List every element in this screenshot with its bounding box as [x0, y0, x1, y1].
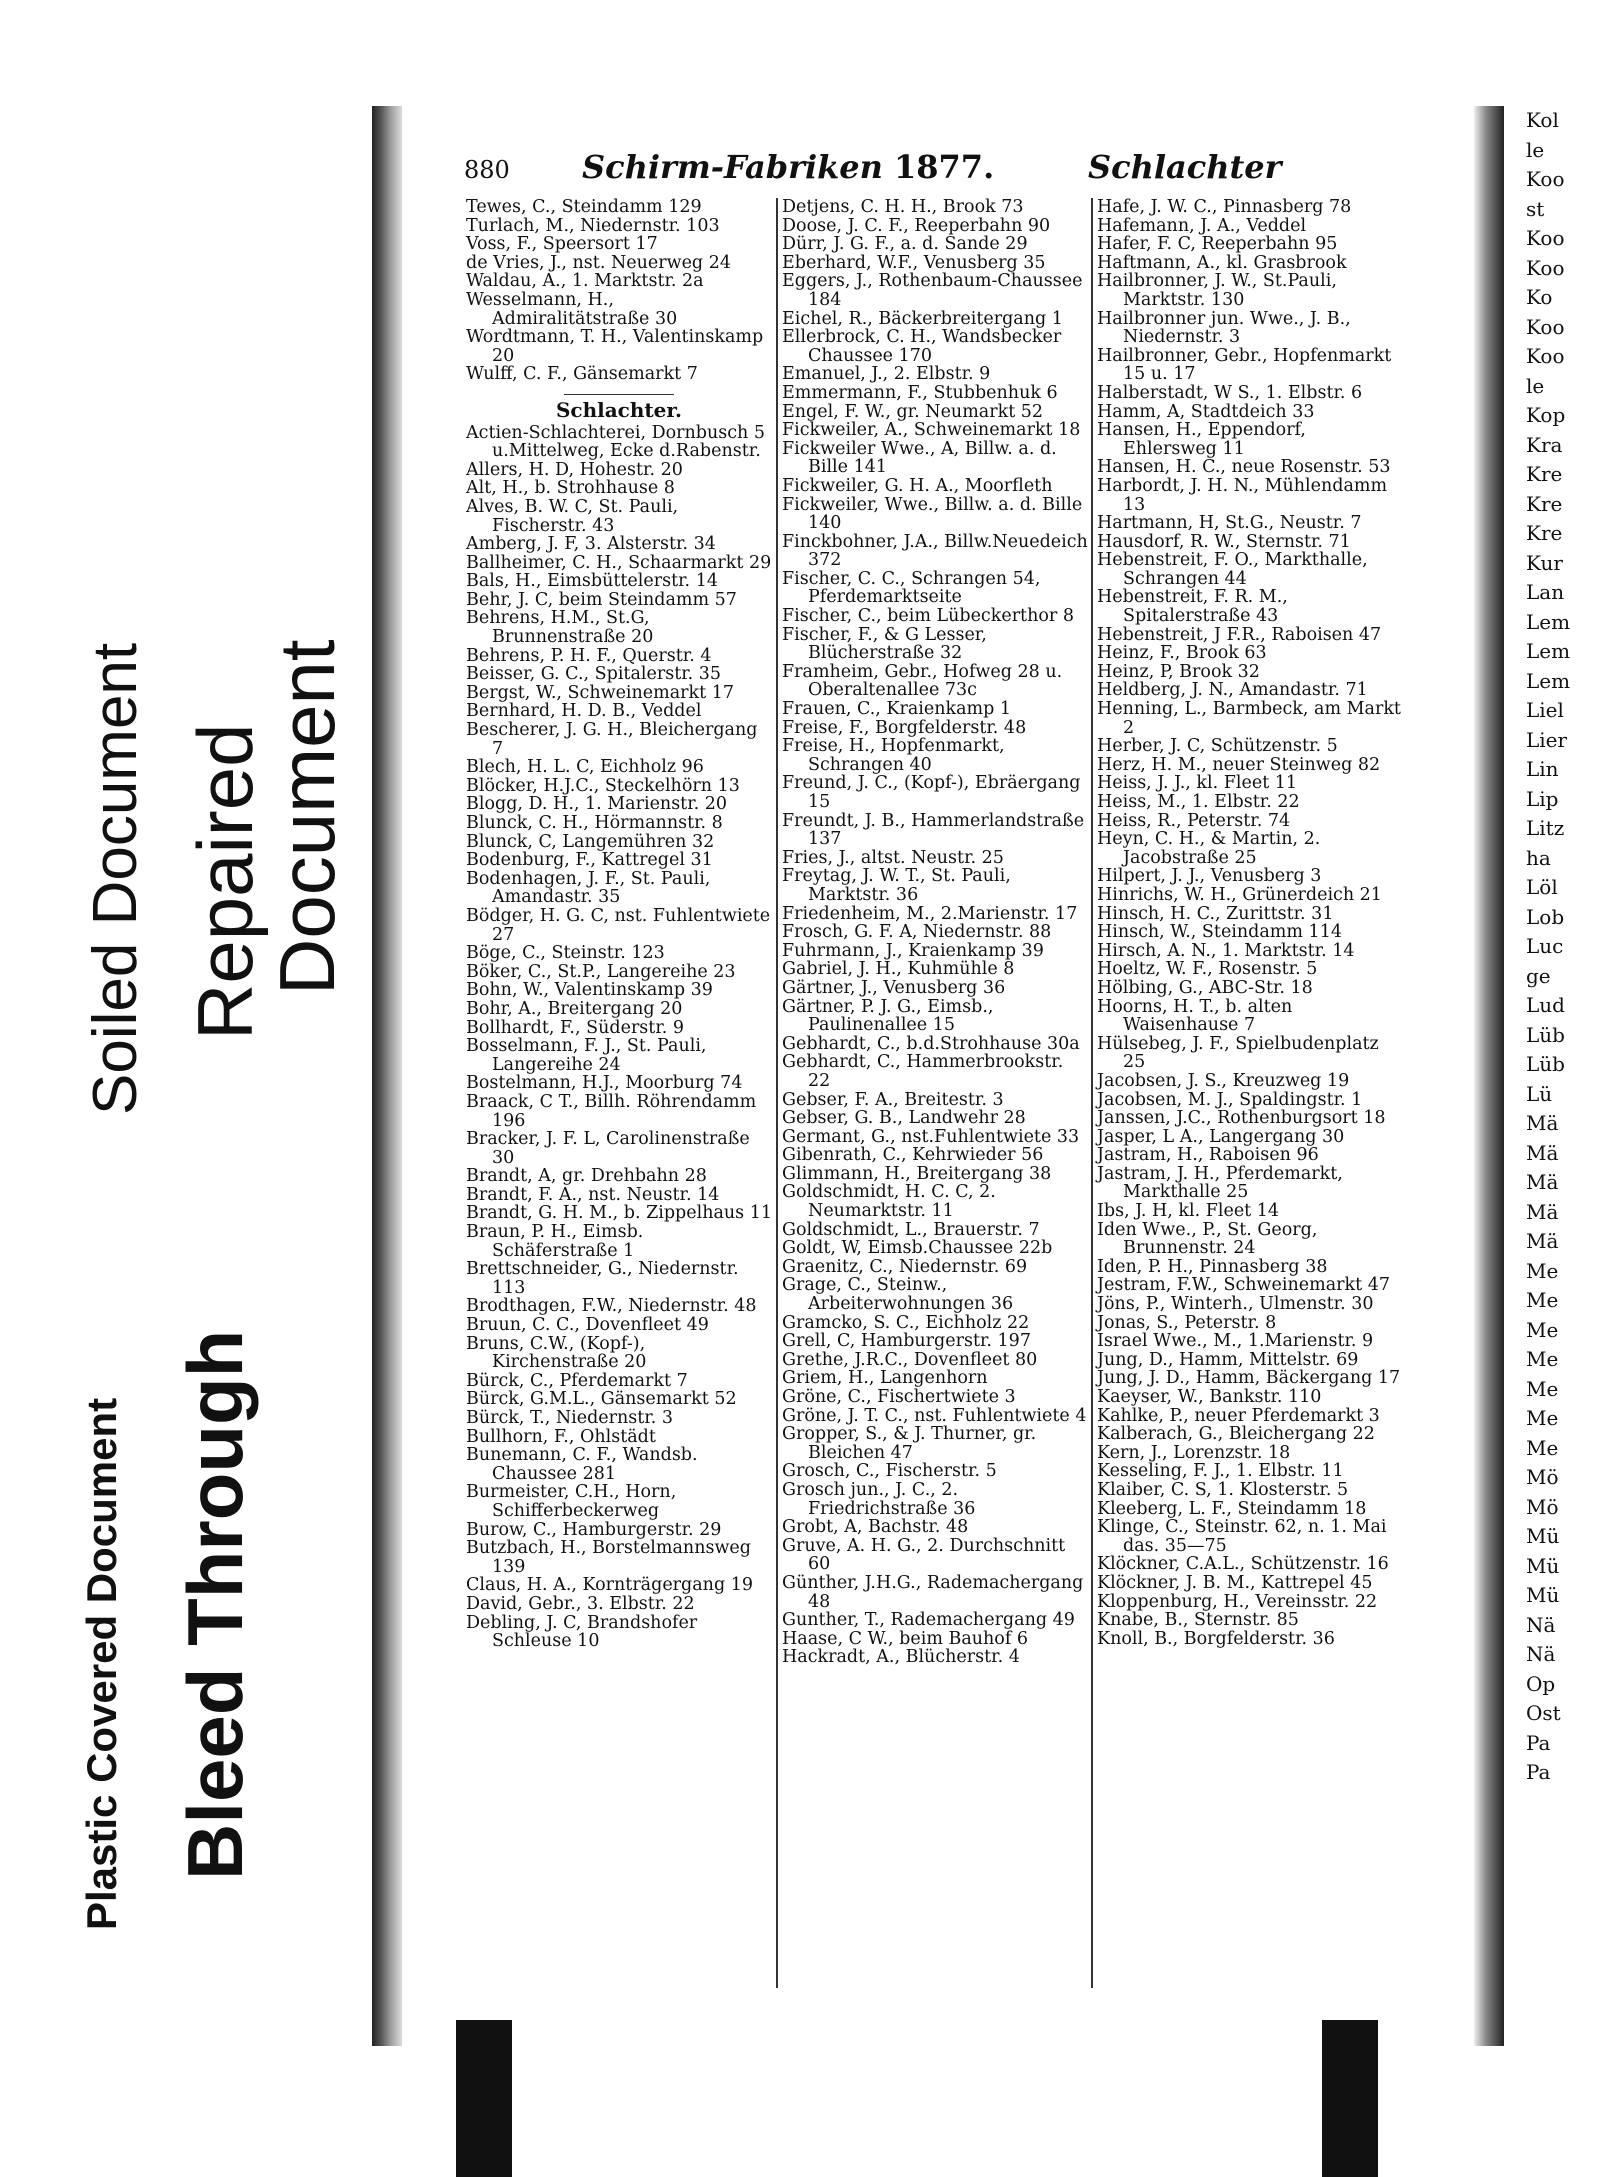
- directory-entry: Jastram, J. H., Pferdemarkt, Markthalle 25: [1097, 1163, 1343, 1203]
- next-page-fragment: Me: [1526, 1258, 1559, 1283]
- directory-entry: Bergst, W., Schweinemarkt 17: [466, 682, 735, 703]
- next-page-fragment: Kop: [1526, 403, 1566, 427]
- column-rule: [776, 198, 778, 1988]
- directory-entry: Fickweiler, G. H. A., Moorfleth: [782, 475, 1053, 496]
- scan-marker: [456, 2020, 512, 2177]
- directory-entry: Germant, G., nst.Fuhlentwiete 33: [782, 1126, 1080, 1147]
- next-page-fragment: le: [1526, 137, 1545, 162]
- directory-entry: Eggers, J., Rothenbaum-Chaussee 184: [782, 271, 1083, 310]
- directory-entry: Wesselmann, H., Admiralitätstraße 30: [466, 289, 678, 329]
- directory-entry: Hinsch, H. C., Zurittstr. 31: [1097, 903, 1334, 924]
- directory-entry: Gröne, J. T. C., nst. Fuhlentwiete 4: [782, 1405, 1087, 1426]
- directory-entry: Bollhardt, F., Süderstr. 9: [466, 1017, 685, 1038]
- entry-list: [466, 424, 772, 1651]
- directory-entry: Böker, C., St.P., Langereihe 23: [466, 961, 736, 982]
- entry-list: [1097, 198, 1403, 1648]
- directory-entry: Gröne, C., Fischertwiete 3: [782, 1387, 1016, 1407]
- directory-entry: Butzbach, H., Borstelmannsweg 139: [466, 1538, 751, 1577]
- next-page-fragment: Kol: [1526, 108, 1559, 132]
- next-page-fragment: Me: [1526, 1317, 1559, 1342]
- directory-entry: Iden, P. H., Pinnasberg 38: [1097, 1256, 1328, 1277]
- directory-entry: Freise, F., Borgfelderstr. 48: [782, 717, 1027, 738]
- directory-entry: Harbordt, J. H. N., Mühlendamm 13: [1097, 475, 1388, 515]
- directory-entry: Heinz, F., Brook 63: [1097, 643, 1267, 664]
- directory-entry: Henning, L., Barmbeck, am Markt 2: [1097, 699, 1401, 738]
- directory-entry: Actien-Schlachterei, Dornbusch 5 u.Mittelweg, Ecke d.Rabenstr.: [466, 422, 766, 462]
- directory-entry: Brandt, A, gr. Drehbahn 28: [466, 1166, 707, 1187]
- directory-entry: Hilpert, J. J., Venusberg 3: [1097, 866, 1322, 887]
- stamp-bleed-through: Bleed Through: [171, 1329, 259, 1880]
- directory-entry: Ellerbrock, C. H., Wandsbecker Chaussee 170: [782, 327, 1062, 366]
- directory-entry: Brodthagen, F.W., Niedernstr. 48: [466, 1296, 757, 1317]
- directory-entry: Fickweiler, Wwe., Billw. a. d. Bille 140: [782, 494, 1083, 534]
- directory-entry: Klöckner, C.A.L., Schützenstr. 16: [1097, 1554, 1389, 1575]
- directory-entry: Freise, H., Hopfenmarkt, Schrangen 40: [782, 736, 1005, 775]
- directory-entry: Hinsch, W., Steindamm 114: [1097, 922, 1342, 943]
- directory-entry: Klinge, C., Steinstr. 62, n. 1. Mai das. 35—75: [1097, 1517, 1387, 1556]
- directory-entry: Hailbronner jun. Wwe., J. B., Niedernstr. 3: [1097, 308, 1351, 348]
- directory-entry: Hackradt, A., Blücherstr. 4: [782, 1647, 1020, 1668]
- directory-entry: Israel Wwe., M., 1.Marienstr. 9: [1097, 1331, 1374, 1352]
- directory-entry: Böge, C., Steinstr. 123: [466, 943, 665, 964]
- page-edge-shadow: [372, 106, 402, 2046]
- next-page-strip: [1504, 106, 1600, 2046]
- next-page-fragment: Pa: [1526, 1760, 1551, 1784]
- directory-entry: Kleeberg, L. F., Steindamm 18: [1097, 1498, 1367, 1519]
- directory-entry: Freytag, J. W. T., St. Pauli, Marktstr. 36: [782, 866, 1011, 905]
- directory-entry: Fischer, C. C., Schrangen 54, Pferdemarktseite: [782, 568, 1041, 608]
- directory-entry: Gibenrath, C., Kehrwieder 56: [782, 1145, 1044, 1166]
- stamp-plastic-covered: Plastic Covered Document: [78, 1397, 125, 1930]
- directory-entry: Freund, J. C., (Kopf-), Ebräergang 15: [782, 773, 1081, 812]
- directory-entry: Hoeltz, W. F., Rosenstr. 5: [1097, 959, 1318, 980]
- directory-entry: Braun, P. H., Eimsb. Schäferstraße 1: [466, 1222, 644, 1261]
- scan-marker: [1322, 2020, 1378, 2177]
- directory-entry: Heiss, J. J., kl. Fleet 11: [1097, 773, 1298, 794]
- directory-entry: Grethe, J.R.C., Dovenfleet 80: [782, 1349, 1038, 1370]
- next-page-fragment: Lem: [1526, 609, 1571, 634]
- directory-entry: Grosch, C., Fischerstr. 5: [782, 1461, 997, 1482]
- directory-entry: Hoorns, H. T., b. alten Waisenhause 7: [1097, 996, 1293, 1036]
- next-page-fragment: Lip: [1526, 786, 1559, 811]
- next-page-fragment: Nä: [1526, 1642, 1556, 1666]
- next-page-fragment: Ko: [1526, 285, 1553, 309]
- directory-entry: Haase, C W., beim Bauhof 6: [782, 1628, 1029, 1649]
- directory-entry: Bruun, C. C., Dovenfleet 49: [466, 1315, 709, 1336]
- directory-entry: Grosch jun., J. C., 2. Friedrichstraße 36: [782, 1479, 976, 1519]
- directory-entry: David, Gebr., 3. Elbstr. 22: [466, 1593, 695, 1614]
- column-3: [1097, 198, 1403, 1648]
- directory-entry: Beisser, G. C., Spitalerstr. 35: [466, 664, 722, 685]
- directory-entry: Allers, H. D, Hohestr. 20: [466, 459, 683, 480]
- next-page-fragment: Kra: [1526, 432, 1563, 457]
- directory-entry: Blogg, D. H., 1. Marienstr. 20: [466, 794, 728, 815]
- entry-list-previous-section: [466, 198, 772, 384]
- directory-entry: Goldt, W, Eimsb.Chaussee 22b: [782, 1238, 1053, 1259]
- directory-entry: Hailbronner, Gebr., Hopfenmarkt 15 u. 17: [1097, 345, 1392, 385]
- directory-entry: Claus, H. A., Kornträgergang 19: [466, 1575, 753, 1596]
- directory-entry: Heiss, R., Peterstr. 74: [1097, 810, 1291, 831]
- next-page-fragment: Op: [1526, 1671, 1556, 1696]
- directory-entry: Behr, J. C, beim Steindamm 57: [466, 589, 737, 610]
- directory-entry: Kalberach, G., Bleichergang 22: [1097, 1424, 1375, 1445]
- directory-entry: Hamm, A, Stadtdeich 33: [1097, 401, 1315, 422]
- directory-entry: Gruve, A. H. G., 2. Durchschnitt 60: [782, 1535, 1066, 1575]
- book-gutter: [1474, 106, 1504, 2046]
- directory-entry: Wordtmann, T. H., Valentinskamp 20: [466, 327, 764, 366]
- directory-entry: Fuhrmann, J., Kraienkamp 39: [782, 940, 1044, 961]
- directory-entry: Janssen, J.C., Rothenburgsort 18: [1097, 1108, 1386, 1129]
- directory-entry: Dürr, J. G. F., a. d. Sande 29: [782, 234, 1028, 255]
- directory-entry: Gramcko, S. C., Eichholz 22: [782, 1312, 1030, 1333]
- directory-entry: Framheim, Gebr., Hofweg 28 u. Oberaltenallee 73c: [782, 661, 1063, 701]
- running-year: 1877.: [894, 148, 995, 186]
- next-page-fragment: Kre: [1526, 491, 1563, 516]
- directory-entry: Knabe, B., Sternstr. 85: [1097, 1610, 1299, 1631]
- directory-entry: Freundt, J. B., Hammerlandstraße 137: [782, 810, 1085, 850]
- directory-entry: Eichel, R., Bäckerbreitergang 1: [782, 308, 1063, 329]
- directory-entry: Behrens, P. H. F., Querstr. 4: [466, 645, 712, 666]
- running-title-right: Schlachter: [1088, 148, 1282, 186]
- next-page-fragment: Me: [1526, 1288, 1559, 1312]
- next-page-fragment: Lüb: [1526, 1052, 1565, 1076]
- stamp-repaired: Repaired: [181, 723, 269, 1040]
- stamp-document: Document: [263, 639, 351, 995]
- running-title-left: Schirm-Fabriken: [582, 148, 883, 186]
- next-page-fragment: ge: [1526, 963, 1551, 988]
- directory-entry: Ballheimer, C. H., Schaarmarkt 29: [466, 552, 772, 573]
- directory-entry: Debling, J. C, Brandshofer Schleuse 10: [466, 1612, 698, 1652]
- directory-entry: Gunther, T., Rademachergang 49: [782, 1610, 1075, 1631]
- directory-entry: Gebser, F. A., Breitestr. 3: [782, 1089, 1004, 1110]
- directory-entry: Blöcker, H.J.C., Steckelhörn 13: [466, 775, 740, 796]
- directory-entry: Finckbohner, J.A., Billw.Neuedeich 372: [782, 531, 1088, 571]
- directory-entry: Eberhard, W.F., Venusberg 35: [782, 252, 1046, 273]
- section-title: Schlachter.: [555, 397, 683, 422]
- directory-entry: Heinz, P, Brook 32: [1097, 661, 1260, 682]
- directory-entry: Voss, F., Speersort 17: [466, 234, 658, 255]
- directory-entry: Emmermann, F., Stubbenhuk 6: [782, 382, 1058, 403]
- directory-entry: Gebhardt, C., Hammerbrookstr. 22: [782, 1052, 1064, 1091]
- next-page-fragment: Me: [1526, 1347, 1559, 1371]
- directory-entry: de Vries, J., nst. Neuerweg 24: [466, 252, 731, 273]
- next-page-fragment: Mä: [1526, 1140, 1559, 1165]
- directory-entry: Grell, C, Hamburgerstr. 197: [782, 1331, 1031, 1352]
- next-page-fragment: Mö: [1526, 1494, 1559, 1519]
- next-page-fragment: Me: [1526, 1435, 1559, 1460]
- next-page-fragment: Mä: [1526, 1170, 1559, 1194]
- directory-entry: Gropper, S., & J. Thurner, gr. Bleichen 47: [782, 1424, 1037, 1463]
- directory-entry: Hinrichs, W. H., Grünerdeich 21: [1097, 884, 1382, 905]
- directory-entry: Bürck, T., Niedernstr. 3: [466, 1408, 673, 1428]
- directory-entry: Heyn, C. H., & Martin, 2. Jacobstraße 25: [1097, 829, 1321, 868]
- next-page-fragment: Lü: [1526, 1081, 1553, 1106]
- directory-entry: Hausdorf, R. W., Sternstr. 71: [1097, 531, 1351, 552]
- next-page-fragment: Koo: [1526, 255, 1565, 280]
- directory-entry: Alt, H., b. Strohhause 8: [466, 478, 675, 499]
- directory-entry: Kahlke, P., neuer Pferdemarkt 3: [1097, 1405, 1380, 1426]
- next-page-fragment: Mü: [1526, 1553, 1560, 1578]
- next-page-fragment: Lüb: [1526, 1022, 1565, 1047]
- directory-entry: Kaeyser, W., Bankstr. 110: [1097, 1387, 1322, 1407]
- directory-entry: Goldschmidt, H. C. C, 2. Neumarktstr. 11: [782, 1182, 996, 1222]
- directory-entry: Goldschmidt, L., Brauerstr. 7: [782, 1219, 1040, 1240]
- next-page-fragment: Mö: [1526, 1465, 1559, 1489]
- directory-entry: Fickweiler Wwe., A, Billw. a. d. Bille 141: [782, 438, 1057, 478]
- directory-entry: Hailbronner, J. W., St.Pauli, Marktstr. 130: [1097, 271, 1337, 310]
- directory-entry: Behrens, H.M., St.G, Brunnenstraße 20: [466, 608, 654, 648]
- directory-entry: Klaiber, C. S, 1. Klosterstr. 5: [1097, 1479, 1349, 1500]
- next-page-fragment: Lem: [1526, 668, 1571, 693]
- directory-entry: Detjens, C. H. H., Brook 73: [782, 197, 1024, 217]
- directory-entry: Frauen, C., Kraienkamp 1: [782, 699, 1012, 720]
- next-page-fragment: Kre: [1526, 521, 1563, 545]
- directory-entry: Wulff, C. F., Gänsemarkt 7: [466, 364, 698, 385]
- directory-entry: Waldau, A., 1. Marktstr. 2a: [466, 271, 704, 292]
- directory-entry: Gebhardt, C., b.d.Strohhause 30a: [782, 1033, 1080, 1054]
- next-page-fragment: Mä: [1526, 1229, 1559, 1253]
- directory-entry: Knoll, B., Borgfelderstr. 36: [1097, 1628, 1335, 1649]
- next-page-fragment: st: [1526, 196, 1545, 221]
- directory-entry: Brettschneider, G., Niedernstr. 113: [466, 1259, 739, 1298]
- directory-entry: Bescherer, J. G. H., Bleichergang 7: [466, 720, 758, 759]
- directory-entry: Fischer, C., beim Lübeckerthor 8: [782, 606, 1074, 627]
- directory-entry: Jacobsen, J. S., Kreuzweg 19: [1097, 1070, 1350, 1091]
- directory-entry: Iden Wwe., P., St. Georg, Brunnenstr. 24: [1097, 1219, 1318, 1259]
- directory-entry: Hebenstreit, F. R. M., Spitalerstraße 43: [1097, 587, 1288, 627]
- next-page-fragment: Mü: [1526, 1583, 1560, 1607]
- next-page-fragment: Mü: [1526, 1524, 1560, 1548]
- directory-entry: Friedenheim, M., 2.Marienstr. 17: [782, 903, 1078, 924]
- directory-entry: Heiss, M., 1. Elbstr. 22: [1097, 792, 1300, 812]
- directory-entry: Brandt, G. H. M., b. Zippelhaus 11: [466, 1203, 772, 1224]
- directory-entry: Hebenstreit, F. O., Markthalle, Schrangen 44: [1097, 550, 1368, 589]
- directory-entry: Jung, J. D., Hamm, Bäckergang 17: [1097, 1368, 1401, 1389]
- directory-entry: Hansen, H., Eppendorf, Ehlersweg 11: [1097, 420, 1306, 459]
- directory-entry: Jonas, S., Peterstr. 8: [1097, 1312, 1277, 1333]
- directory-entry: Hülsebeg, J. F., Spielbudenplatz 25: [1097, 1033, 1379, 1073]
- directory-entry: Gabriel, J. H., Kuhmühle 8: [782, 959, 1015, 980]
- next-page-fragment: Me: [1526, 1406, 1559, 1430]
- next-page-fragment: Kre: [1526, 462, 1563, 486]
- directory-entry: Klöckner, J. B. M., Kattrepel 45: [1097, 1572, 1373, 1593]
- directory-entry: Tewes, C., Steindamm 129: [466, 197, 702, 217]
- next-page-fragment: Nä: [1526, 1612, 1556, 1637]
- directory-entry: Gärtner, J., Venusberg 36: [782, 977, 1006, 998]
- entry-list: [782, 198, 1088, 1667]
- directory-entry: Bracker, J. F. L, Carolinenstraße 30: [466, 1129, 750, 1168]
- directory-entry: Herber, J. C, Schützenstr. 5: [1097, 736, 1338, 757]
- directory-entry: Engel, F. W., gr. Neumarkt 52: [782, 401, 1044, 422]
- directory-entry: Emanuel, J., 2. Elbstr. 9: [782, 364, 991, 385]
- column-rule: [1091, 198, 1093, 1988]
- directory-entry: Halberstadt, W S., 1. Elbstr. 6: [1097, 382, 1363, 403]
- directory-entry: Fickweiler, A., Schweinemarkt 18: [782, 420, 1081, 441]
- directory-entry: Hafe, J. W. C., Pinnasberg 78: [1097, 197, 1352, 217]
- directory-entry: Bürck, G.M.L., Gänsemarkt 52: [466, 1389, 737, 1410]
- directory-entry: Jöns, P., Winterh., Ulmenstr. 30: [1097, 1294, 1374, 1315]
- column-1: [466, 198, 772, 1651]
- next-page-fragment: Lier: [1526, 727, 1568, 752]
- directory-entry: Hirsch, A. N., 1. Marktstr. 14: [1097, 940, 1355, 961]
- directory-entry: Jasper, L A., Langergang 30: [1097, 1126, 1345, 1147]
- directory-entry: Grage, C., Steinw., Arbeiterwohnungen 36: [782, 1275, 1014, 1315]
- directory-entry: Blunck, C. H., Hörmannstr. 8: [466, 813, 723, 833]
- directory-entry: Hölbing, G., ABC-Str. 18: [1097, 977, 1313, 998]
- directory-entry: Ibs, J. H, kl. Fleet 14: [1097, 1201, 1280, 1222]
- directory-entry: Bosselmann, F. J., St. Pauli, Langereihe 24: [466, 1036, 707, 1075]
- directory-entry: Alves, B. W. C, St. Pauli, Fischerstr. 43: [466, 496, 679, 536]
- directory-entry: Bodenburg, F., Kattregel 31: [466, 850, 713, 871]
- directory-entry: Burow, C., Hamburgerstr. 29: [466, 1519, 722, 1540]
- directory-entry: Grobt, A, Bachstr. 48: [782, 1517, 969, 1538]
- next-page-fragment: Koo: [1526, 314, 1565, 339]
- directory-entry: Griem, H., Langenhorn: [782, 1368, 988, 1389]
- next-page-fragment: Mä: [1526, 1199, 1559, 1224]
- next-page-fragment: Litz: [1526, 816, 1565, 840]
- directory-entry: Burmeister, C.H., Horn, Schifferbeckerweg: [466, 1482, 677, 1521]
- next-page-fragment: Lin: [1526, 757, 1559, 781]
- next-page-fragment: Me: [1526, 1376, 1559, 1401]
- directory-entry: Kern, J., Lorenzstr. 18: [1097, 1442, 1291, 1463]
- directory-entry: Gebser, G. B., Landwehr 28: [782, 1108, 1026, 1129]
- directory-entry: Bunemann, C. F., Wandsb. Chaussee 281: [466, 1445, 698, 1484]
- directory-entry: Doose, J. C. F., Reeperbahn 90: [782, 215, 1051, 236]
- directory-entry: Hafemann, J. A., Veddel: [1097, 215, 1307, 236]
- directory-entry: Jestram, F.W., Schweinemarkt 47: [1097, 1275, 1390, 1296]
- directory-entry: Fries, J., altst. Neustr. 25: [782, 847, 1004, 868]
- directory-entry: Blunck, C, Langemühren 32: [466, 831, 715, 852]
- next-page-fragment: Kur: [1526, 550, 1563, 575]
- directory-entry: Turlach, M., Niedernstr. 103: [466, 215, 720, 236]
- next-page-fragment: Lob: [1526, 904, 1565, 929]
- directory-entry: Bals, H., Eimsbüttelerstr. 14: [466, 571, 718, 592]
- directory-entry: Jung, D., Hamm, Mittelstr. 69: [1097, 1349, 1359, 1370]
- next-page-fragment: Liel: [1526, 698, 1564, 722]
- next-page-fragment: Koo: [1526, 344, 1565, 368]
- directory-entry: Blech, H. L. C, Eichholz 96: [466, 757, 704, 778]
- directory-entry: Günther, J.H.G., Rademachergang 48: [782, 1572, 1084, 1612]
- directory-entry: Graenitz, C., Niedernstr. 69: [782, 1256, 1028, 1277]
- section-divider: [564, 394, 674, 395]
- directory-entry: Jacobsen, M. J., Spaldingstr. 1: [1097, 1089, 1363, 1110]
- directory-entry: Hartmann, H, St.G., Neustr. 7: [1097, 513, 1362, 534]
- directory-entry: Kesseling, F. J., 1. Elbstr. 11: [1097, 1461, 1344, 1482]
- directory-entry: Hebenstreit, J F.R., Raboisen 47: [1097, 624, 1382, 645]
- directory-entry: Frosch, G. F. A, Niedernstr. 88: [782, 922, 1052, 943]
- directory-entry: Heldberg, J. N., Amandastr. 71: [1097, 680, 1368, 701]
- next-page-fragment: Löl: [1526, 875, 1558, 899]
- directory-entry: Kloppenburg, H., Vereinsstr. 22: [1097, 1591, 1378, 1612]
- directory-entry: Jastram, H., Raboisen 96: [1097, 1145, 1319, 1166]
- page-header: [464, 148, 1282, 194]
- directory-entry: Brandt, F. A., nst. Neustr. 14: [466, 1184, 720, 1205]
- directory-entry: Braack, C T., Billh. Röhrendamm 196: [466, 1091, 757, 1131]
- next-page-fragment: Lem: [1526, 639, 1571, 663]
- directory-entry: Gärtner, P. J. G., Eimsb., Paulinenallee 15: [782, 996, 994, 1036]
- next-page-fragment: Lud: [1526, 993, 1565, 1017]
- next-page-fragment: Pa: [1526, 1730, 1551, 1755]
- next-page-fragment: Luc: [1526, 934, 1564, 958]
- directory-entry: Herz, H. M., neuer Steinweg 82: [1097, 754, 1381, 775]
- directory-entry: Bullhorn, F., Ohlstädt: [466, 1426, 656, 1447]
- column-2: [782, 198, 1088, 1667]
- next-page-fragment: le: [1526, 373, 1545, 398]
- directory-entry: Bernhard, H. D. B., Veddel: [466, 701, 702, 722]
- next-page-fragment: Koo: [1526, 167, 1565, 191]
- directory-entry: Bödger, H. G. C, nst. Fuhlentwiete 27: [466, 905, 771, 945]
- directory-entry: Amberg, J. F, 3. Alsterstr. 34: [466, 534, 716, 555]
- directory-entry: Fischer, F., & G Lesser, Blücherstraße 32: [782, 624, 987, 664]
- page-number: 880: [464, 156, 510, 184]
- directory-entry: Bostelmann, H.J., Moorburg 74: [466, 1073, 743, 1094]
- directory-entry: Glimmann, H., Breitergang 38: [782, 1163, 1052, 1184]
- next-page-fragment: Lan: [1526, 580, 1565, 604]
- stamp-soiled: Soiled Document: [81, 642, 150, 1115]
- directory-entry: Bohr, A., Breitergang 20: [466, 998, 683, 1019]
- directory-entry: Bohn, W., Valentinskamp 39: [466, 980, 713, 1001]
- directory-entry: Haftmann, A., kl. Grasbrook: [1097, 252, 1347, 273]
- directory-entry: Hansen, H. C., neue Rosenstr. 53: [1097, 457, 1391, 478]
- directory-entry: Bodenhagen, J. F., St. Pauli, Amandastr. 35: [466, 868, 711, 908]
- directory-entry: Bruns, C.W., (Kopf-), Kirchenstraße 20: [466, 1333, 647, 1373]
- directory-entry: Hafer, F. C, Reeperbahn 95: [1097, 234, 1338, 255]
- next-page-fragment: Koo: [1526, 226, 1565, 250]
- directory-entry: Bürck, C., Pferdemarkt 7: [466, 1370, 688, 1391]
- next-page-fragment: Ost: [1526, 1701, 1561, 1725]
- next-page-fragment: Mä: [1526, 1111, 1559, 1135]
- next-page-fragment: ha: [1526, 845, 1551, 870]
